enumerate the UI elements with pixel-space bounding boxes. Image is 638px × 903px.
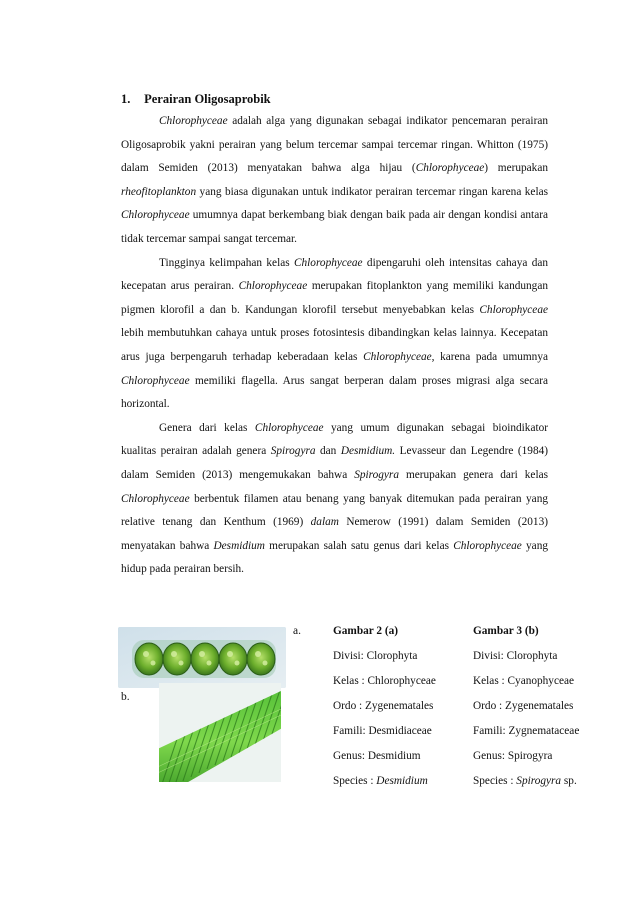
text-run: yang biasa digunakan untuk indikator perairan tercemar ringan karena kelas — [196, 185, 548, 198]
italic-term: Chlorophyceae — [121, 374, 190, 387]
caption-column-b — [473, 619, 613, 794]
desmidium-cells — [135, 643, 275, 675]
caption-genus-b: Genus: Spirogyra — [473, 750, 553, 762]
species-name: Desmidium — [376, 775, 428, 787]
species-name: Spirogyra — [516, 775, 562, 787]
species-prefix: Species : — [333, 775, 377, 787]
italic-term: Chlorophyceae — [238, 280, 308, 293]
caption-column-a — [333, 619, 468, 794]
section-number: 1. — [121, 92, 131, 106]
italic-term: Chlorophyceae — [453, 539, 522, 552]
text-run: merupakan genera dari kelas — [398, 468, 548, 481]
text-run: berbentuk filamen atau benang yang banyak ditemukan pada perairan yang relative tenang dan Kenthum (1969) — [121, 492, 548, 529]
text-run: karena pada umumnya — [434, 350, 548, 363]
text-run: umumnya dapat berkembang biak dengan baik pada air dengan kondisi antara tidak tercemar sampai sangat tercemar. — [121, 209, 548, 245]
caption-famili-a: Famili: Desmidiaceae — [333, 725, 432, 737]
italic-term: Chlorophyceae — [121, 209, 190, 222]
caption-title-a: Gambar 2 (a) — [333, 625, 399, 637]
caption-famili-b: Famili: Zygnemataceae — [473, 725, 580, 737]
text-run: dan — [315, 445, 341, 458]
desmidium-photo — [118, 627, 286, 688]
italic-term: rheofitoplankton — [121, 185, 197, 198]
species-prefix: Species : — [473, 775, 517, 787]
caption-kelas-a: Kelas : Chlorophyceae — [333, 675, 436, 687]
italic-term: Chlorophyceae — [479, 303, 548, 316]
caption-title-b: Gambar 3 (b) — [473, 625, 539, 637]
desmidium-illustration — [118, 627, 286, 688]
caption-kelas-b: Kelas : Cyanophyceae — [473, 675, 575, 687]
spirogyra-illustration — [159, 683, 281, 782]
text-run: Genera dari kelas — [159, 421, 255, 434]
figure-label-a: a. — [293, 625, 301, 637]
italic-term: Chlorophyceae, — [363, 350, 435, 363]
italic-term: Chlorophyceae — [159, 115, 228, 127]
italic-term: Chlorophyceae — [254, 421, 324, 434]
italic-term: Desmidium — [213, 539, 265, 552]
text-run: lebih membutuhkan cahaya untuk proses fotosintesis dibandingkan kelas lainnya. Kecepatan arus juga berpengaruh terhadap keberadaan kelas — [121, 327, 548, 363]
italic-term: Chlorophyceae — [293, 256, 363, 269]
text-run: merupakan fitoplankton yang memiliki kandungan pigmen klorofil a dan b. Kandungan klorofil tersebut menyebabkan kelas — [121, 280, 548, 316]
paragraph-3 — [121, 417, 548, 582]
caption-ordo-a: Ordo : Zygenematales — [333, 700, 434, 712]
text-run: memiliki flagella. Arus sangat berperan dalam proses migrasi alga secara horizontal. — [121, 374, 548, 411]
caption-divisi-a: Divisi: Clorophyta — [333, 650, 418, 662]
species-suffix: sp. — [561, 775, 577, 787]
italic-term: Spirogyra — [270, 445, 316, 458]
caption-species-b — [473, 769, 613, 794]
text-run: merupakan salah satu genus dari kelas — [264, 539, 454, 552]
section-heading — [121, 92, 271, 107]
body-text — [121, 110, 548, 582]
caption-species-a — [333, 769, 468, 794]
text-run: Tingginya kelimpahan kelas — [159, 256, 294, 269]
italic-term: Chlorophyceae — [121, 492, 190, 505]
caption-divisi-b: Divisi: Clorophyta — [473, 650, 558, 662]
paragraph-1 — [121, 110, 548, 252]
section-title: Perairan Oligosaprobik — [144, 92, 271, 106]
italic-term: Desmidium. — [340, 445, 396, 458]
paragraph-2 — [121, 252, 548, 417]
text-run: yang hidup pada perairan bersih. — [121, 539, 548, 576]
text-run: adalah alga yang digunakan sebagai indikator pencemaran perairan Oligosaprobik yakni perairan yang belum tercemar sampai tercemar ringan. Whitton (1975) dalam Semiden (2013) menyatakan bahwa alga hijau ( — [121, 115, 548, 175]
italic-term: Spirogyra — [354, 468, 399, 481]
figure-label-b: b. — [121, 691, 130, 703]
caption-ordo-b: Ordo : Zygenematales — [473, 700, 574, 712]
text-run: Nemerow (1991) dalam Semiden (2013) menyatakan bahwa — [121, 516, 548, 552]
caption-genus-a: Genus: Desmidium — [333, 750, 421, 762]
text-run: dipengaruhi oleh intensitas cahaya dan kecepatan arus perairan. — [121, 256, 549, 293]
text-run: ) merupakan — [484, 162, 548, 175]
text-run: Levasseur dan Legendre (1984) dalam Semiden (2013) mengemukakan bahwa — [121, 445, 549, 481]
text-run: yang umum digunakan sebagai bioindikator kualitas perairan adalah genera — [121, 421, 549, 458]
italic-term: dalam — [310, 516, 339, 529]
spirogyra-photo — [159, 683, 281, 782]
italic-term: Chlorophyceae — [415, 162, 485, 175]
